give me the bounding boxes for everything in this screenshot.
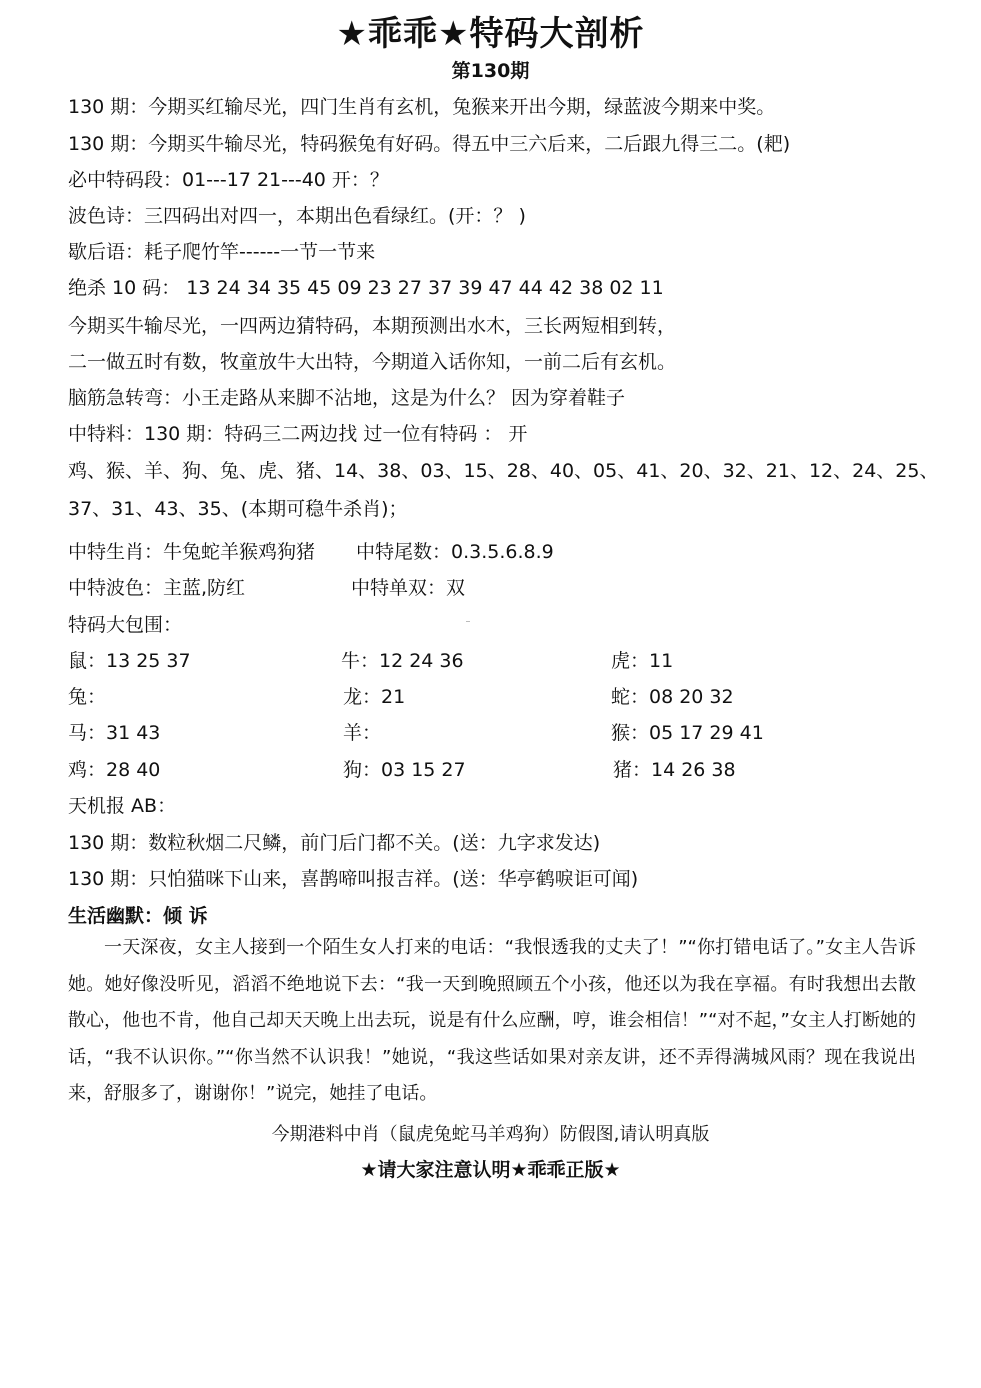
- zodiac-cell: 蛇：08 20 32: [611, 686, 734, 708]
- xiehouyu-line: 歇后语：耗子爬竹竿------一节一节来: [68, 241, 376, 263]
- tianji-b: 130 期：只怕猫咪下山来，喜鹊啼叫报吉祥。(送：华亭鹤唳讵可闻): [68, 868, 639, 890]
- number-range-line: 必中特码段：01---17 21---40 开：？: [68, 169, 389, 191]
- footer-note: 今期港料中肖（鼠虎兔蛇马羊鸡狗）防假图,请认明真版: [271, 1124, 710, 1145]
- number-list-line-2: 37、31、43、35、(本期可稳牛杀肖)；: [68, 498, 408, 520]
- zodiac-cell: 龙：21: [343, 686, 406, 708]
- zhongteliao-line: 中特料：130 期：特码三二两边找 过一位有特码 ： 开: [68, 423, 528, 445]
- color-poem-line: 波色诗：三四码出对四一，本期出色看绿红。(开：？ ): [68, 205, 526, 227]
- humor-label: 生活幽默：倾 诉: [68, 905, 208, 927]
- prediction-line-1: 130 期：今期买红输尽光，四门生肖有玄机，兔猴来开出今期，绿蓝波今期来中奖。: [68, 96, 776, 118]
- poem-line-1: 今期买牛输尽光，一四两边猜特码，本期预测出水木，三长两短相到转，: [68, 315, 677, 337]
- zodiac-cell: 狗：03 15 27: [343, 759, 466, 781]
- humor-story: 一天深夜，女主人接到一个陌生女人打来的电话：“我恨透我的丈夫了！”“你打错电话了。”女主人告诉她。她好像没听见，滔滔不绝地说下去：“我一天到晚照顾五个小孩，他还以为我在享福。有时我想出去散散心，他也不肯，他自己却天天晚上出去玩，说是有什么应酬，哼，谁会相信！”“对不起，”女主人打断她的话，“我不认识你。”“你当然不认识我！”她说，“我这些话如果对亲友讲，还不弄得满城风雨？现在我说出来，舒服多了，谢谢你！”说完，她挂了电话。: [68, 937, 916, 1104]
- zodiac-cell: 兔：: [68, 686, 107, 708]
- zodiac-cell: 鼠：13 25 37: [68, 650, 191, 672]
- page-title: ★乖乖★特码大剖析: [336, 14, 645, 54]
- riddle-line: 脑筋急转弯：小王走路从来脚不沾地，这是为什么？ 因为穿着鞋子: [68, 387, 626, 409]
- footer-warning: ★请大家注意认明★乖乖正版★: [360, 1159, 621, 1181]
- zodiac-cell: 羊：: [343, 722, 382, 744]
- kill-numbers-line: 绝杀 10 码： 13 24 34 35 45 09 23 27 37 39 47 44 42 38 02 11: [68, 277, 664, 299]
- zodiac-cell: 牛：12 24 36: [341, 650, 464, 672]
- poem-line-2: 二一做五时有数，牧童放牛大出特，今期道入话你知，一前二后有玄机。: [68, 351, 677, 373]
- zodiac-summary: 中特生肖：牛兔蛇羊猴鸡狗猪: [68, 541, 316, 563]
- stray-mark: [466, 621, 470, 622]
- tianji-a: 130 期：数粒秋烟二尺鳞，前门后门都不关。(送：九字求发达): [68, 832, 601, 854]
- odd-even-summary: 中特单双：双: [351, 577, 466, 599]
- zodiac-cell: 猪：14 26 38: [613, 759, 736, 781]
- number-list-line-1: 鸡、猴、羊、狗、兔、虎、猪、14、38、03、15、28、40、05、41、20、32、21、12、24、25、: [68, 460, 939, 482]
- color-summary: 中特波色：主蓝,防红: [68, 577, 246, 599]
- zodiac-cell: 马：31 43: [68, 722, 161, 744]
- tail-summary: 中特尾数：0.3.5.6.8.9: [356, 541, 554, 563]
- package-label: 特码大包围：: [68, 614, 183, 636]
- zodiac-cell: 猴：05 17 29 41: [611, 722, 764, 744]
- zodiac-cell: 虎：11: [611, 650, 674, 672]
- prediction-line-2: 130 期：今期买牛输尽光，特码猴兔有好码。得五中三六后来，二后跟九得三二。(耙): [68, 133, 791, 155]
- tianji-label: 天机报 AB：: [68, 795, 177, 817]
- zodiac-cell: 鸡：28 40: [68, 759, 161, 781]
- issue-number: 第130期: [451, 60, 530, 82]
